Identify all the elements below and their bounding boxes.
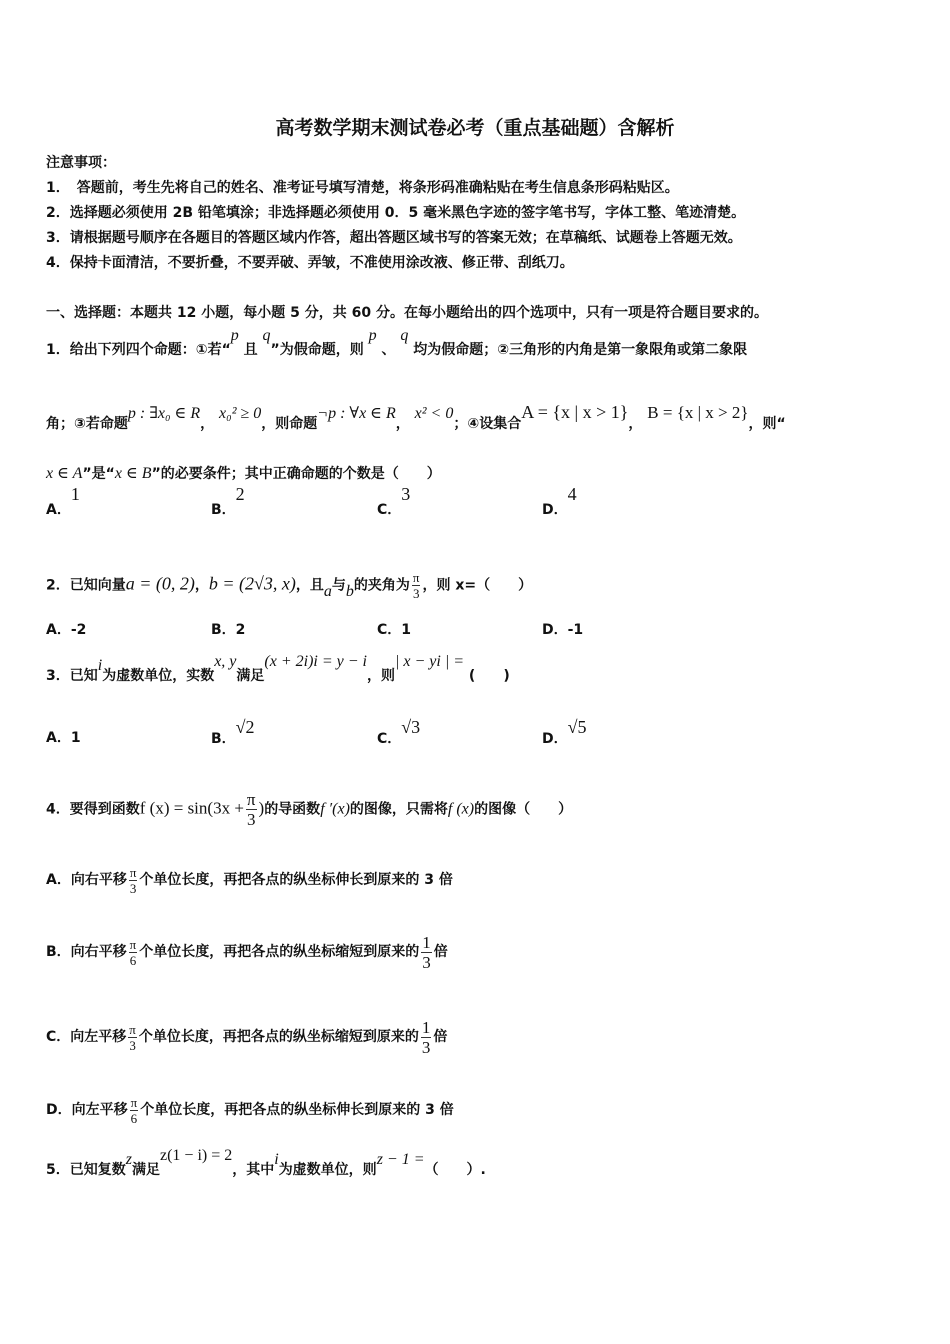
q1-q: q xyxy=(262,327,271,344)
q4-derivative: f ′(x) xyxy=(320,800,350,818)
option-label: A． xyxy=(46,622,71,638)
q1-text: ，则“ xyxy=(748,416,786,432)
q4-text: 倍 xyxy=(433,944,448,960)
q4-option-c[interactable] xyxy=(46,1017,910,1057)
q5-text: 为虚数单位，则 xyxy=(278,1162,377,1178)
option-value: √5 xyxy=(567,717,587,737)
q1-text: ，则命题 xyxy=(261,416,318,432)
q2-text: ， xyxy=(194,577,209,594)
q1-and: 且 xyxy=(243,342,258,358)
q2-angle-num: π xyxy=(412,570,420,585)
section-heading: 一、选择题：本题共 12 小题，每小题 5 分，共 60 分。在每小题给出的四个选项中，只有一项是符合题目要求的。 xyxy=(46,305,768,321)
den: 6 xyxy=(130,1110,138,1126)
q1-set-a: A = {x | x > 1} xyxy=(521,402,629,422)
q1-option-c[interactable] xyxy=(377,484,411,519)
option-label: B． xyxy=(211,502,236,518)
q1-text: ；④设集合 xyxy=(453,416,522,432)
q5-line xyxy=(46,1147,910,1180)
q2-option-a[interactable] xyxy=(46,619,86,639)
q1-text: ”的必要条件；其中正确命题的个数是（ ） xyxy=(151,466,441,482)
notice-item-3: 3．请根据题号顺序在各题目的答题区域内作答，超出答题区域书写的答案无效；在草稿纸、试题卷上答题无效。 xyxy=(46,230,742,246)
q5-text: 5．已知复数 xyxy=(46,1162,126,1178)
q1-x-in-a: x ∈ A xyxy=(46,465,83,482)
option-value: √2 xyxy=(235,717,255,737)
num: 1 xyxy=(422,932,431,952)
option-value: 2 xyxy=(235,484,245,504)
q2-text: ，且 xyxy=(295,577,324,594)
q4-text: 个单位长度，再把各点的纵坐标伸长到原来的 3 倍 xyxy=(140,1102,454,1118)
q1-sep: 、 xyxy=(381,342,396,358)
comma: ， xyxy=(628,416,643,432)
den: 3 xyxy=(422,952,431,972)
q4-a-fraction xyxy=(129,865,138,896)
option-label: B． xyxy=(211,731,236,747)
num: π xyxy=(130,1094,138,1110)
q4-text: 个单位长度，再把各点的纵坐标伸长到原来的 3 倍 xyxy=(139,872,453,888)
q2-option-c[interactable] xyxy=(377,619,411,639)
q2-text: 与 xyxy=(331,577,346,594)
num: 1 xyxy=(421,1017,431,1037)
page-title: 高考数学期末测试卷必考（重点基础题）含解析 xyxy=(275,117,675,139)
q4-text: 的图像，只需将 xyxy=(349,801,448,818)
q3-i: i xyxy=(97,657,103,674)
q3-text: 满足 xyxy=(236,668,265,684)
option-value: 4 xyxy=(567,484,577,504)
q4-fx: f (x) xyxy=(447,800,475,818)
q4-function: f (x) = sin(3x + xyxy=(139,798,244,818)
q1-p2: p xyxy=(368,327,377,344)
num: π xyxy=(129,936,137,952)
q2-a: a xyxy=(323,582,332,600)
notice-item-1: 1． 答题前，考生先将自己的姓名、准考证号填写清楚，将条形码准确粘贴在考生信息条形码粘贴区。 xyxy=(46,180,679,196)
q4-option-d[interactable] xyxy=(46,1092,910,1128)
q2-text: 2．已知向量 xyxy=(46,577,126,594)
option-value: √3 xyxy=(401,717,421,737)
q1-text: ”为假命题，则 xyxy=(270,342,364,358)
q4-line xyxy=(46,790,910,829)
q1-prop-p: p : ∃x₀ ∈ R xyxy=(127,405,201,422)
option-label: C． xyxy=(377,502,402,518)
q3-option-d[interactable] xyxy=(542,717,587,748)
q1-neg-p-ineq: x² < 0 xyxy=(414,405,454,422)
q4-text: 的图像（ ） xyxy=(474,801,573,818)
option-label: D． xyxy=(542,502,568,518)
q4-b-scale xyxy=(421,933,432,972)
q1-line-1 xyxy=(46,327,910,360)
q4-option-a[interactable] xyxy=(46,862,910,898)
q4-phase-den: 3 xyxy=(246,810,256,829)
q1-option-b[interactable] xyxy=(211,484,245,519)
q1-line-2 xyxy=(46,402,910,434)
option-value: 2 xyxy=(235,622,246,638)
q1-x-in-b: x ∈ B xyxy=(114,465,152,482)
q4-text: 倍 xyxy=(433,1029,448,1045)
option-label: C． xyxy=(377,622,402,638)
den: 6 xyxy=(129,952,137,968)
option-value: 1 xyxy=(70,484,80,504)
q3-equation: (x + 2i)i = y − i xyxy=(264,653,367,670)
q4-b-fraction xyxy=(129,937,138,968)
q1-option-a[interactable] xyxy=(46,484,80,519)
q5-equation: z(1 − i) = 2 xyxy=(159,1147,233,1164)
q2-option-d[interactable] xyxy=(542,619,583,639)
q5-text: （ ）. xyxy=(424,1162,486,1178)
option-value: -2 xyxy=(70,622,87,638)
q3-option-a[interactable] xyxy=(46,727,81,747)
comma: ， xyxy=(200,416,215,432)
q2-vector-b: b = (2√3, x) xyxy=(208,573,296,594)
notice-heading: 注意事项： xyxy=(46,155,116,171)
q4-option-b[interactable] xyxy=(46,932,910,972)
option-label: C． xyxy=(377,731,402,747)
q4-c-fraction xyxy=(128,1022,137,1053)
q1-text: 角；③若命题 xyxy=(46,416,128,432)
q1-q2: q xyxy=(400,327,409,344)
option-value: 3 xyxy=(401,484,411,504)
q4-text: 个单位长度，再把各点的纵坐标缩短到原来的 xyxy=(138,1029,419,1045)
q3-text: 3．已知 xyxy=(46,668,98,684)
den: 3 xyxy=(129,880,137,896)
option-label: B． xyxy=(211,622,236,638)
q4-text: B．向右平移 xyxy=(46,944,127,960)
q2-text: ，则 x=（ ） xyxy=(422,577,533,594)
q3-option-c[interactable] xyxy=(377,717,421,748)
q3-xy: x, y xyxy=(214,653,237,670)
q3-abs: | x − yi | = xyxy=(395,653,465,670)
option-value: -1 xyxy=(567,622,584,638)
q3-text: ( ) xyxy=(468,668,510,684)
option-label: D． xyxy=(542,622,568,638)
option-label: D． xyxy=(542,731,568,747)
q2-line xyxy=(46,570,910,601)
q2-angle-den: 3 xyxy=(412,586,420,601)
q2-option-b[interactable] xyxy=(211,619,245,639)
q1-line-3 xyxy=(46,464,910,484)
q5-z: z xyxy=(125,1151,132,1168)
q4-text: 4．要得到函数 xyxy=(46,801,140,818)
q4-text: 个单位长度，再把各点的纵坐标缩短到原来的 xyxy=(139,944,420,960)
q3-text: 为虚数单位，实数 xyxy=(102,668,215,684)
q4-c-scale xyxy=(421,1018,432,1057)
q1-prop-p-ineq: x₀² ≥ 0 xyxy=(219,405,262,422)
q1-neg-p: ¬p : ∀x ∈ R xyxy=(317,405,396,422)
q4-text: 的导函数 xyxy=(264,801,321,818)
q1-set-b: B = {x | x > 2} xyxy=(647,403,749,422)
q4-phase-fraction xyxy=(246,790,257,829)
q4-close: ) xyxy=(258,798,265,818)
q3-line xyxy=(46,653,910,686)
notice-item-2: 2．选择题必须使用 2B 铅笔填涂；非选择题必须使用 0．5 毫米黑色字迹的签字笔书写，字体工整、笔迹清楚。 xyxy=(46,205,746,221)
q5-text: 满足 xyxy=(131,1162,160,1178)
q5-expression: z − 1 = xyxy=(376,1151,425,1168)
num: π xyxy=(129,1021,136,1037)
den: 3 xyxy=(421,1037,431,1057)
q3-option-b[interactable] xyxy=(211,717,255,748)
num: π xyxy=(129,864,137,880)
q1-text: 均为假命题；②三角形的内角是第一象限角或第二象限 xyxy=(413,342,748,358)
option-label: A． xyxy=(46,730,71,746)
comma: ， xyxy=(395,416,410,432)
q5-i: i xyxy=(274,1151,279,1168)
q1-p: p xyxy=(230,327,239,344)
q1-option-d[interactable] xyxy=(542,484,577,519)
q1-text: ”是“ xyxy=(82,466,115,482)
q4-phase-num: π xyxy=(246,790,256,809)
q2-vector-a: a = (0, 2) xyxy=(125,573,195,594)
option-label: A． xyxy=(46,502,71,518)
q4-text: A．向右平移 xyxy=(46,872,127,888)
q4-d-fraction xyxy=(130,1095,139,1126)
q4-text: C．向左平移 xyxy=(46,1029,127,1045)
q4-text: D．向左平移 xyxy=(46,1102,128,1118)
q2-b: b xyxy=(345,582,354,600)
option-value: 1 xyxy=(401,622,412,638)
q1-text: 1．给出下列四个命题：①若“ xyxy=(46,342,231,358)
den: 3 xyxy=(129,1037,136,1053)
option-value: 1 xyxy=(70,730,81,746)
q2-text: 的夹角为 xyxy=(353,577,410,594)
q3-text: ，则 xyxy=(367,668,395,684)
q2-angle-fraction xyxy=(412,570,421,601)
notice-item-4: 4．保持卡面清洁，不要折叠，不要弄破、弄皱，不准使用涂改液、修正带、刮纸刀。 xyxy=(46,255,574,271)
q5-text: ，其中 xyxy=(232,1162,275,1178)
